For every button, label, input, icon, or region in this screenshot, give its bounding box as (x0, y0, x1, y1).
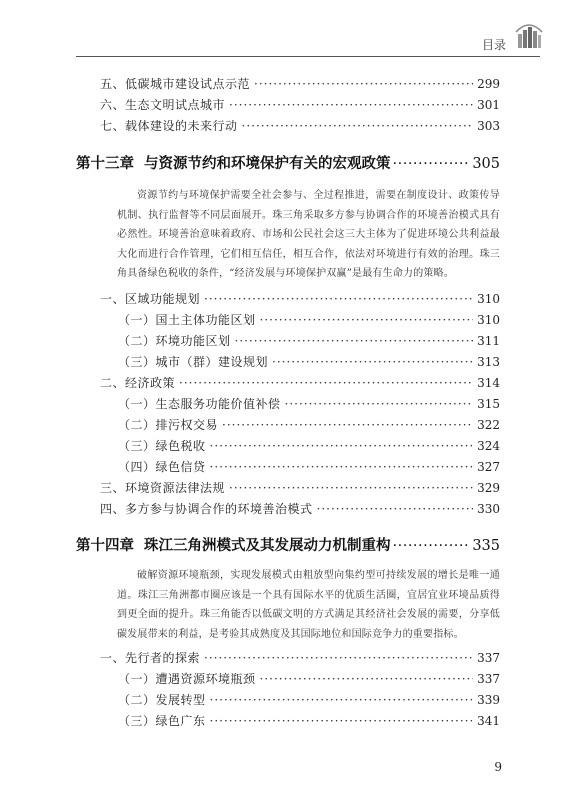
chapter-title: 与资源节约和环境保护有关的宏观政策 (144, 156, 391, 172)
toc-entry-page: 314 (477, 376, 500, 390)
toc-subentry[interactable] (118, 416, 500, 434)
toc-entry-page: 324 (477, 439, 500, 453)
toc-entry[interactable] (100, 500, 500, 518)
toc-entry-page: 329 (477, 481, 500, 495)
toc-leader-dots (210, 691, 474, 709)
toc-entry[interactable] (100, 479, 500, 497)
chapter-page: 305 (472, 156, 500, 172)
toc-leader-dots (204, 649, 473, 667)
toc-subentry[interactable] (118, 311, 500, 329)
chapter-heading[interactable] (76, 534, 500, 558)
toc-leader-dots (254, 75, 473, 93)
toc-subentry[interactable] (118, 332, 500, 350)
toc-leader-dots (272, 353, 473, 371)
toc-leader-dots (235, 332, 474, 350)
toc-entry-page: 310 (477, 313, 500, 327)
toc-leader-dots (260, 670, 474, 688)
toc-entry-page: 315 (477, 397, 500, 411)
toc-subentry[interactable] (118, 353, 500, 371)
toc-leader-dots (242, 117, 474, 135)
toc-entry-title: （四）绿色信贷 (118, 460, 206, 474)
toc-entry-page: 322 (477, 418, 500, 432)
toc-leader-dots (317, 500, 474, 518)
toc-entry-page: 330 (477, 502, 500, 516)
running-header: 目录 (481, 38, 506, 52)
toc-leader-dots (393, 534, 471, 558)
toc-entry-title: （二）排污权交易 (118, 418, 219, 432)
toc-entry-page: 310 (477, 292, 500, 306)
toc-subentry[interactable] (118, 458, 500, 476)
toc-leader-dots (179, 374, 473, 392)
toc-entry[interactable] (100, 649, 500, 667)
toc-entry-page: 301 (477, 98, 500, 112)
page-number: 9 (494, 760, 502, 774)
toc-entry-title: 一、区域功能规划 (100, 292, 201, 306)
toc-entry-title: （一）国土主体功能区划 (118, 313, 256, 327)
toc-leader-dots (260, 311, 474, 329)
toc-subentry[interactable] (118, 670, 500, 688)
chapter-number: 第十三章 (76, 156, 134, 172)
toc-entry-title: 五、低碳城市建设试点示范 (100, 77, 251, 91)
toc-leader-dots (222, 416, 473, 434)
toc-entry-page: 313 (477, 355, 500, 369)
toc-leader-dots (285, 395, 474, 413)
chapter-heading[interactable] (76, 152, 500, 176)
toc-entry[interactable] (100, 96, 500, 114)
toc-entry-title: （二）发展转型 (118, 693, 206, 707)
chapter-summary: 资源节约与环境保护需要全社会参与、全过程推进，需要在制度设计、政策传导机制、执行监督等不同层面展开。珠三角采取多方参与协调合作的环境善治模式具有必然性。环境善治意味着政府、市场和公民社会这三大主体为了促进环境公共利益最大化而进行合作管理，它们相互信任，相互合作，依法对环境进行有效的治理。珠三角具备绿色税收的条件，“经济发展与环境保护双赢”是最有生命力的策略。 (117, 190, 500, 279)
toc-entry-page: 311 (477, 334, 500, 348)
toc-entry[interactable] (100, 290, 500, 308)
toc-entry-title: （一）生态服务功能价值补偿 (118, 397, 281, 411)
toc-entry-title: （三）绿色税收 (118, 439, 206, 453)
chapter-summary: 破解资源环境瓶颈，实现发展模式由粗放型向集约型可持续发展的增长是唯一通道。珠江三角洲都市圈应该是一个具有国际水平的优质生活圈，宜居宜业环境品质得到更全面的提升。珠三角能否以低碳文明的方式满足其经济社会发展的需要，分享低碳发展带来的利益，是考验其成熟度及其国际地位和国际竞争力的重要指标。 (117, 570, 500, 640)
toc-entry-title: 三、环境资源法律法规 (100, 481, 226, 495)
toc-entry-title: （二）环境功能区划 (118, 334, 231, 348)
toc-entry[interactable] (100, 75, 500, 93)
toc-leader-dots (393, 152, 471, 176)
toc-entry[interactable] (100, 117, 500, 135)
toc-leader-dots (229, 96, 473, 114)
toc-leader-dots (210, 712, 474, 730)
toc-entry-title: （三）城市（群）建设规划 (118, 355, 269, 369)
toc-entry-page: 303 (477, 119, 500, 133)
toc-subentry[interactable] (118, 691, 500, 709)
toc-entry-page: 341 (477, 714, 500, 728)
toc-entry-title: （一）遭遇资源环境瓶颈 (118, 672, 256, 686)
toc-entry-title: 二、经济政策 (100, 376, 176, 390)
chapter-title: 珠江三角洲模式及其发展动力机制重构 (144, 538, 391, 554)
toc-entry-title: （三）绿色广东 (118, 714, 206, 728)
toc-leader-dots (229, 479, 473, 497)
toc-subentry[interactable] (118, 395, 500, 413)
header-rule (76, 56, 540, 57)
chapter-number: 第十四章 (76, 538, 134, 554)
toc-leader-dots (204, 290, 473, 308)
toc-entry-title: 一、先行者的探索 (100, 651, 201, 665)
toc-entry-page: 337 (477, 651, 500, 665)
toc-entry-page: 337 (477, 672, 500, 686)
building-logo-icon (514, 18, 544, 50)
toc-entry-page: 339 (477, 693, 500, 707)
toc-leader-dots (210, 437, 474, 455)
toc-subentry[interactable] (118, 712, 500, 730)
chapter-page: 335 (472, 538, 500, 554)
toc-entry[interactable] (100, 374, 500, 392)
toc-entry-title: 七、载体建设的未来行动 (100, 119, 238, 133)
toc-subentry[interactable] (118, 437, 500, 455)
toc-entry-page: 299 (477, 77, 500, 91)
toc-leader-dots (210, 458, 474, 476)
toc-entry-title: 六、生态文明试点城市 (100, 98, 226, 112)
toc-entry-page: 327 (477, 460, 500, 474)
toc-entry-title: 四、多方参与协调合作的环境善治模式 (100, 502, 313, 516)
